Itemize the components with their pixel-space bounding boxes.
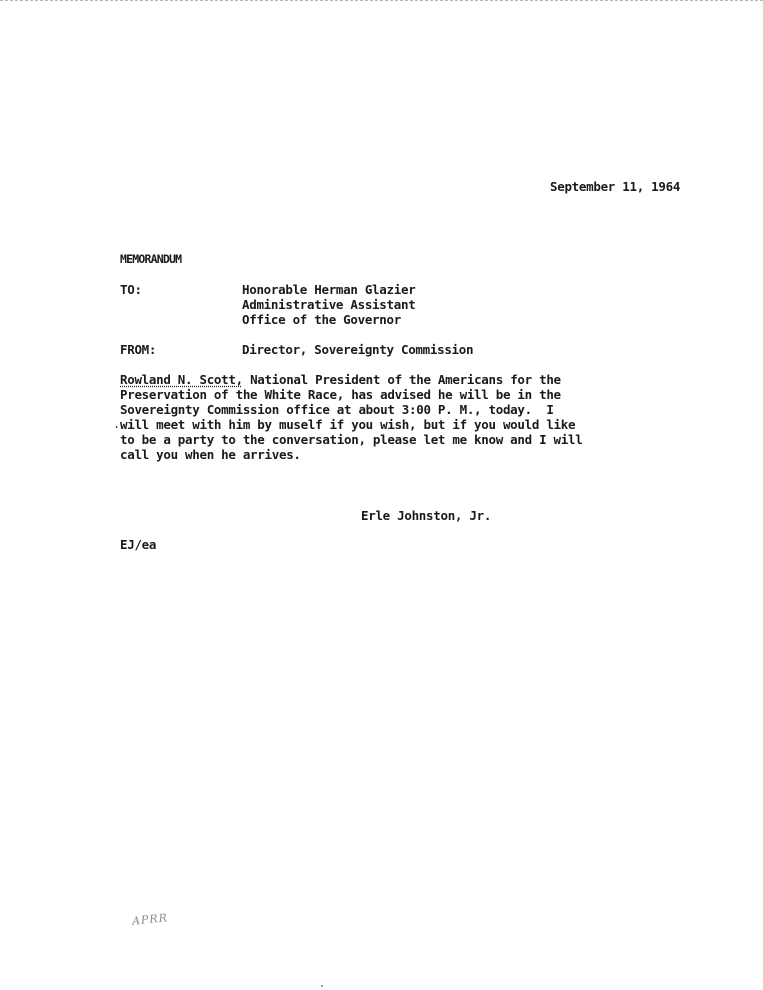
body-line: Preservation of the White Race, has advised he will be in the — [120, 387, 561, 402]
body-line: call you when he arrives. — [120, 447, 301, 462]
body-line: Sovereignty Commission office at about 3:00 P. M., today. I — [120, 402, 554, 417]
body-name: Rowland N. Scott, — [120, 372, 243, 387]
to-label: TO: — [120, 282, 142, 297]
body-line: to be a party to the conversation, please let me know and I will — [120, 432, 583, 447]
from-label: FROM: — [120, 342, 157, 357]
signature: Erle Johnston, Jr. — [361, 508, 492, 523]
body-first-rest: National President of the Americans for the — [242, 372, 561, 387]
to-line-office: Office of the Governor — [242, 312, 401, 327]
handwritten-note: APRR — [131, 911, 169, 928]
typist-initials: EJ/ea — [120, 537, 157, 552]
memo-heading: MEMORANDUM — [120, 252, 182, 266]
body-line — [120, 372, 561, 387]
scan-speck — [321, 985, 323, 987]
from-value: Director, Sovereignty Commission — [242, 342, 474, 357]
margin-mark: . — [113, 417, 121, 431]
to-line-title: Administrative Assistant — [242, 297, 416, 312]
body-line: will meet with him by muself if you wish, but if you would like — [120, 417, 576, 432]
memo-date: September 11, 1964 — [550, 179, 681, 194]
to-line-name: Honorable Herman Glazier — [242, 282, 416, 297]
page-top-border — [0, 0, 763, 1]
